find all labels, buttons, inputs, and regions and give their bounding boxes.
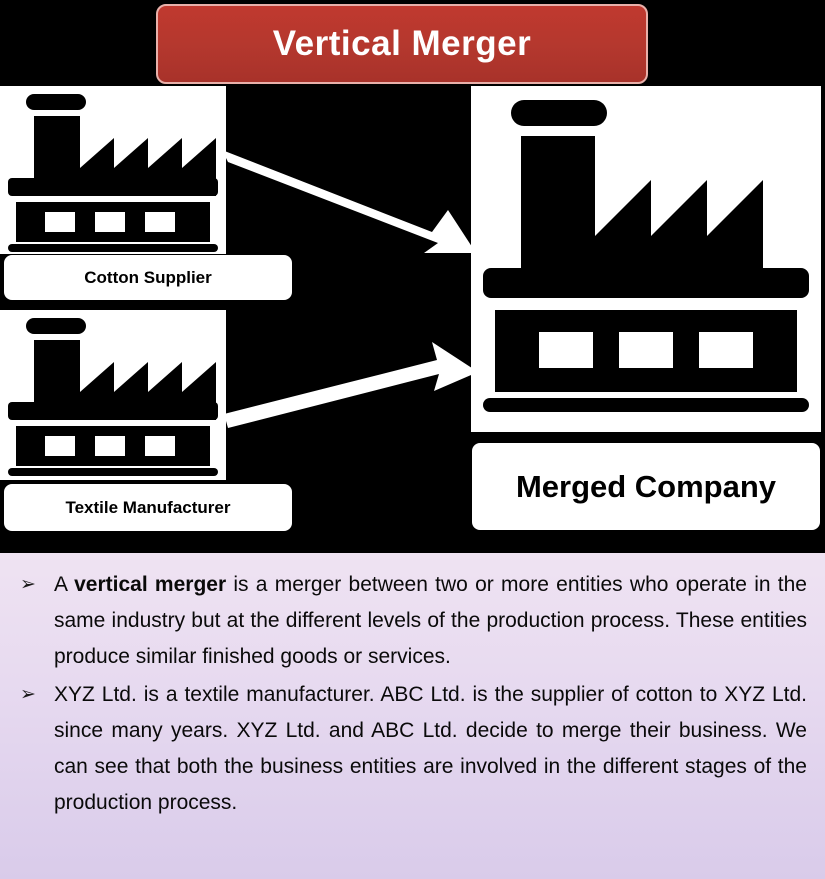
label-cotton-supplier <box>4 255 292 300</box>
label-textile-manufacturer-text: Textile Manufacturer <box>65 497 231 517</box>
label-cotton-supplier-text: Cotton Supplier <box>84 267 212 287</box>
label-textile-manufacturer <box>4 484 292 531</box>
bullet-text <box>54 567 807 675</box>
page-title: Vertical Merger <box>272 24 532 63</box>
bullet-arrow-icon: ➢ <box>20 574 36 595</box>
label-merged-company <box>472 443 820 530</box>
title-banner <box>156 4 648 84</box>
label-merged-company-text: Merged Company <box>515 468 777 504</box>
bullet-suffix: is a merger between two or more entities who operate in the same industry but at the different levels of the production process. These entities produce similar finished goods or services. <box>54 573 807 668</box>
factory-icon <box>0 310 226 480</box>
bullet-prefix: A <box>54 573 75 596</box>
factory-icon <box>471 86 821 432</box>
description-panel <box>0 550 825 879</box>
arrow-textile-to-merged <box>224 342 478 428</box>
factory-image-merged-company <box>471 86 821 432</box>
list-item <box>14 567 807 675</box>
bullet-text: XYZ Ltd. is a textile manufacturer. ABC Ltd. is the supplier of cotton to XYZ Ltd. since many years. XYZ Ltd. and ABC Ltd. decide to merge their business. We can see that both the business entities are involved in the different stages of the production process. <box>54 683 807 814</box>
factory-icon <box>0 86 226 254</box>
list-item <box>14 677 807 821</box>
bullet-arrow-icon: ➢ <box>20 684 36 705</box>
arrow-cotton-to-merged <box>222 150 476 253</box>
bullet-bold-term: vertical merger <box>74 573 227 596</box>
factory-image-textile-manufacturer <box>0 310 226 480</box>
factory-image-cotton-supplier <box>0 86 226 254</box>
